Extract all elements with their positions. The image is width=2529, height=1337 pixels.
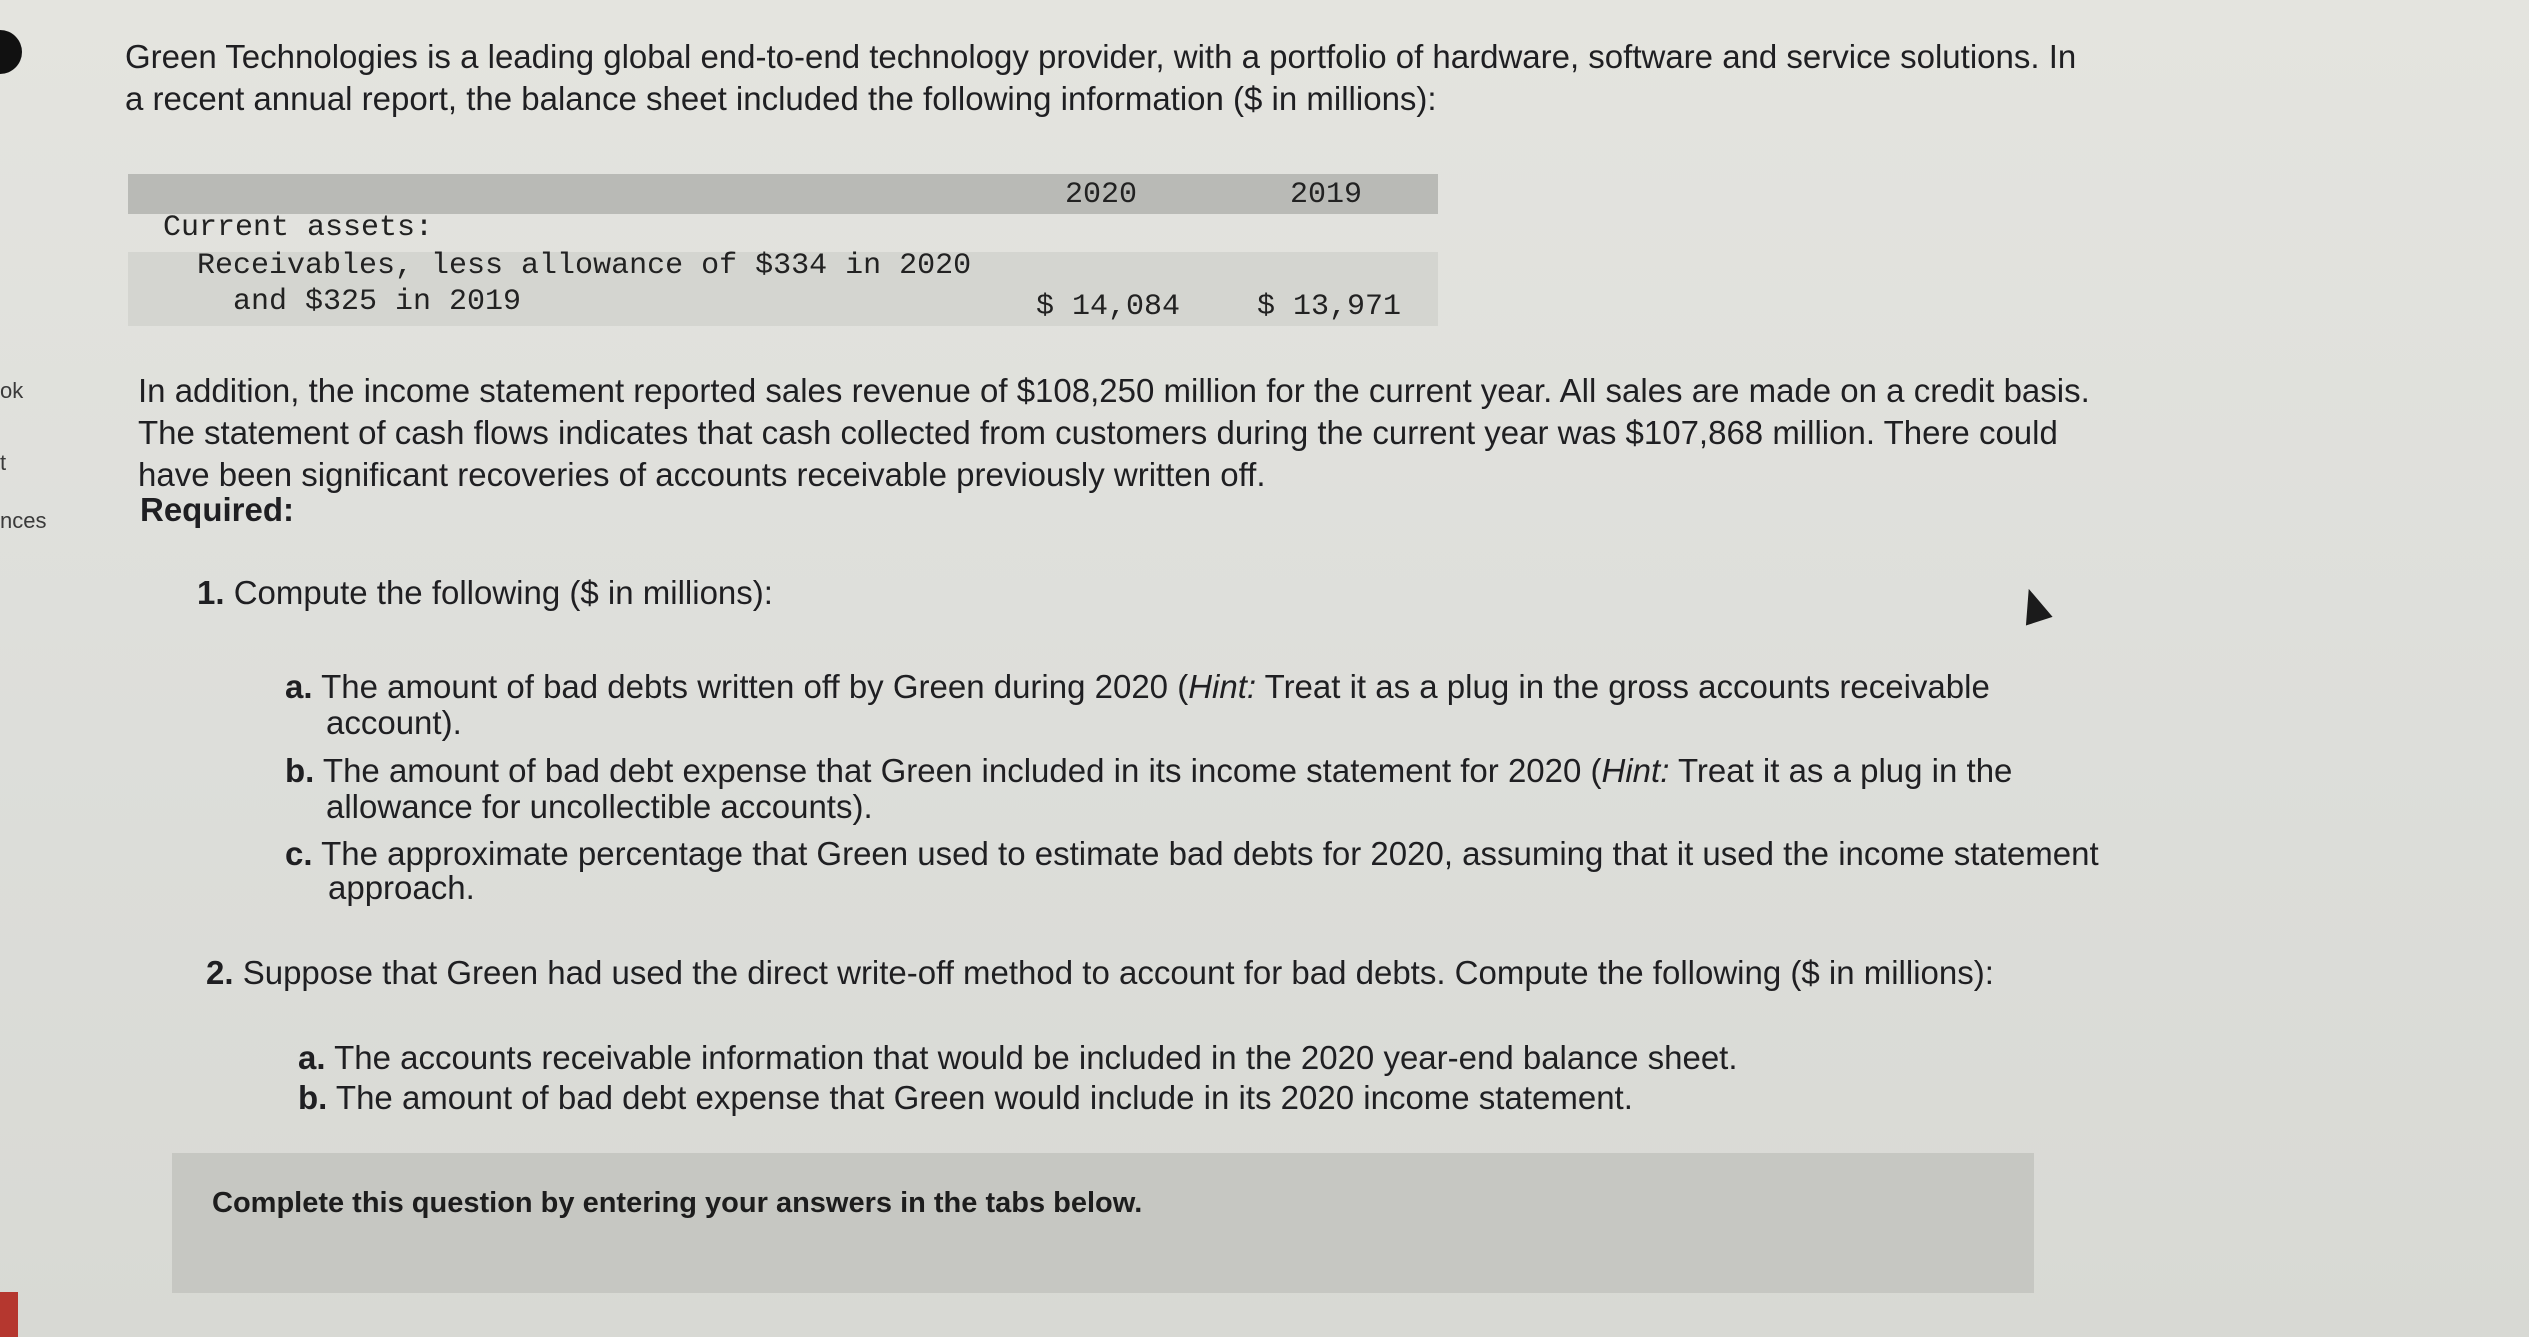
question-1c-continued: approach.: [328, 869, 475, 906]
addition-paragraph: [138, 370, 2338, 496]
column-header-2020: 2020: [1065, 178, 1138, 212]
question-1-number: 1.: [197, 574, 225, 611]
receivables-value-2019: $ 13,971: [1257, 290, 1402, 324]
question-1c-letter: c.: [285, 835, 313, 872]
question-1c-text: The approximate percentage that Green used to estimate bad debts for 2020, assuming that it used the income statement: [321, 835, 2099, 872]
question-2a: [298, 1038, 1738, 1078]
answer-instruction-text: Complete this question by entering your answers in the tabs below.: [212, 1187, 1143, 1219]
question-2b-text: The amount of bad debt expense that Green would include in its 2020 income statement.: [335, 1079, 1633, 1116]
question-1a-text-end: Treat it as a plug in the gross accounts receivable: [1256, 668, 1990, 705]
question-1b-text-end: Treat it as a plug in the: [1669, 752, 2013, 789]
addition-line-2: The statement of cash flows indicates that cash collected from customers during the current year was $107,868 million. There could: [138, 414, 2058, 451]
balance-sheet-header: [128, 174, 1438, 214]
question-1a: [285, 667, 1990, 707]
sidebar-red-tab[interactable]: [0, 1292, 18, 1337]
question-2a-text: The accounts receivable information that would be included in the 2020 year-end balance sheet.: [334, 1039, 1738, 1076]
question-1b: [285, 751, 2012, 791]
sidebar-item-label[interactable]: t: [0, 450, 7, 475]
question-1b-hint: Hint:: [1601, 752, 1670, 789]
question-1a-text: The amount of bad debts written off by Green during 2020 (: [321, 668, 1189, 705]
question-1a-hint: Hint:: [1188, 668, 1257, 705]
question-1a-letter: a.: [285, 668, 313, 705]
question-1b-text: The amount of bad debt expense that Green included in its income statement for 2020 (: [322, 752, 1602, 789]
question-1c: [285, 834, 2099, 874]
question-2-number: 2.: [206, 954, 234, 991]
current-assets-label: Current assets:: [163, 211, 434, 245]
question-1b-letter: b.: [285, 752, 315, 789]
question-1-text: Compute the following ($ in millions):: [233, 574, 773, 611]
question-2b-letter: b.: [298, 1079, 328, 1116]
addition-line-1: In addition, the income statement reported sales revenue of $108,250 million for the current year. All sales are made on a credit basis.: [138, 372, 2090, 409]
receivables-value-2020: $ 14,084: [1036, 290, 1181, 324]
sidebar-item-label[interactable]: ok: [0, 378, 24, 403]
intro-line-2: a recent annual report, the balance sheet included the following information ($ in millions):: [125, 80, 1437, 117]
question-2-text: Suppose that Green had used the direct write-off method to account for bad debts. Compute the following ($ in millions):: [242, 954, 1994, 991]
question-1b-continued: allowance for uncollectible accounts).: [326, 788, 873, 825]
answer-instruction-box: [172, 1153, 2034, 1293]
column-header-2019: 2019: [1290, 178, 1363, 212]
addition-line-3: have been significant recoveries of accounts receivable previously written off.: [138, 456, 1266, 493]
intro-line-1: Green Technologies is a leading global end-to-end technology provider, with a portfolio of hardware, software and service solutions. In: [125, 38, 2077, 75]
receivables-label-line-1: Receivables, less allowance of $334 in 2020: [197, 249, 972, 283]
mouse-pointer-icon: [2015, 585, 2052, 626]
question-2b: [298, 1078, 1633, 1118]
sidebar-item-label[interactable]: nces: [0, 508, 47, 533]
question-1: [197, 573, 773, 613]
intro-paragraph: [125, 36, 2305, 120]
question-2a-letter: a.: [298, 1039, 326, 1076]
question-2: [206, 953, 1994, 993]
required-heading: Required:: [140, 491, 295, 528]
receivables-label-line-2: and $325 in 2019: [233, 285, 522, 319]
sidebar-avatar-icon: [0, 30, 22, 74]
question-1a-continued: account).: [326, 704, 462, 741]
